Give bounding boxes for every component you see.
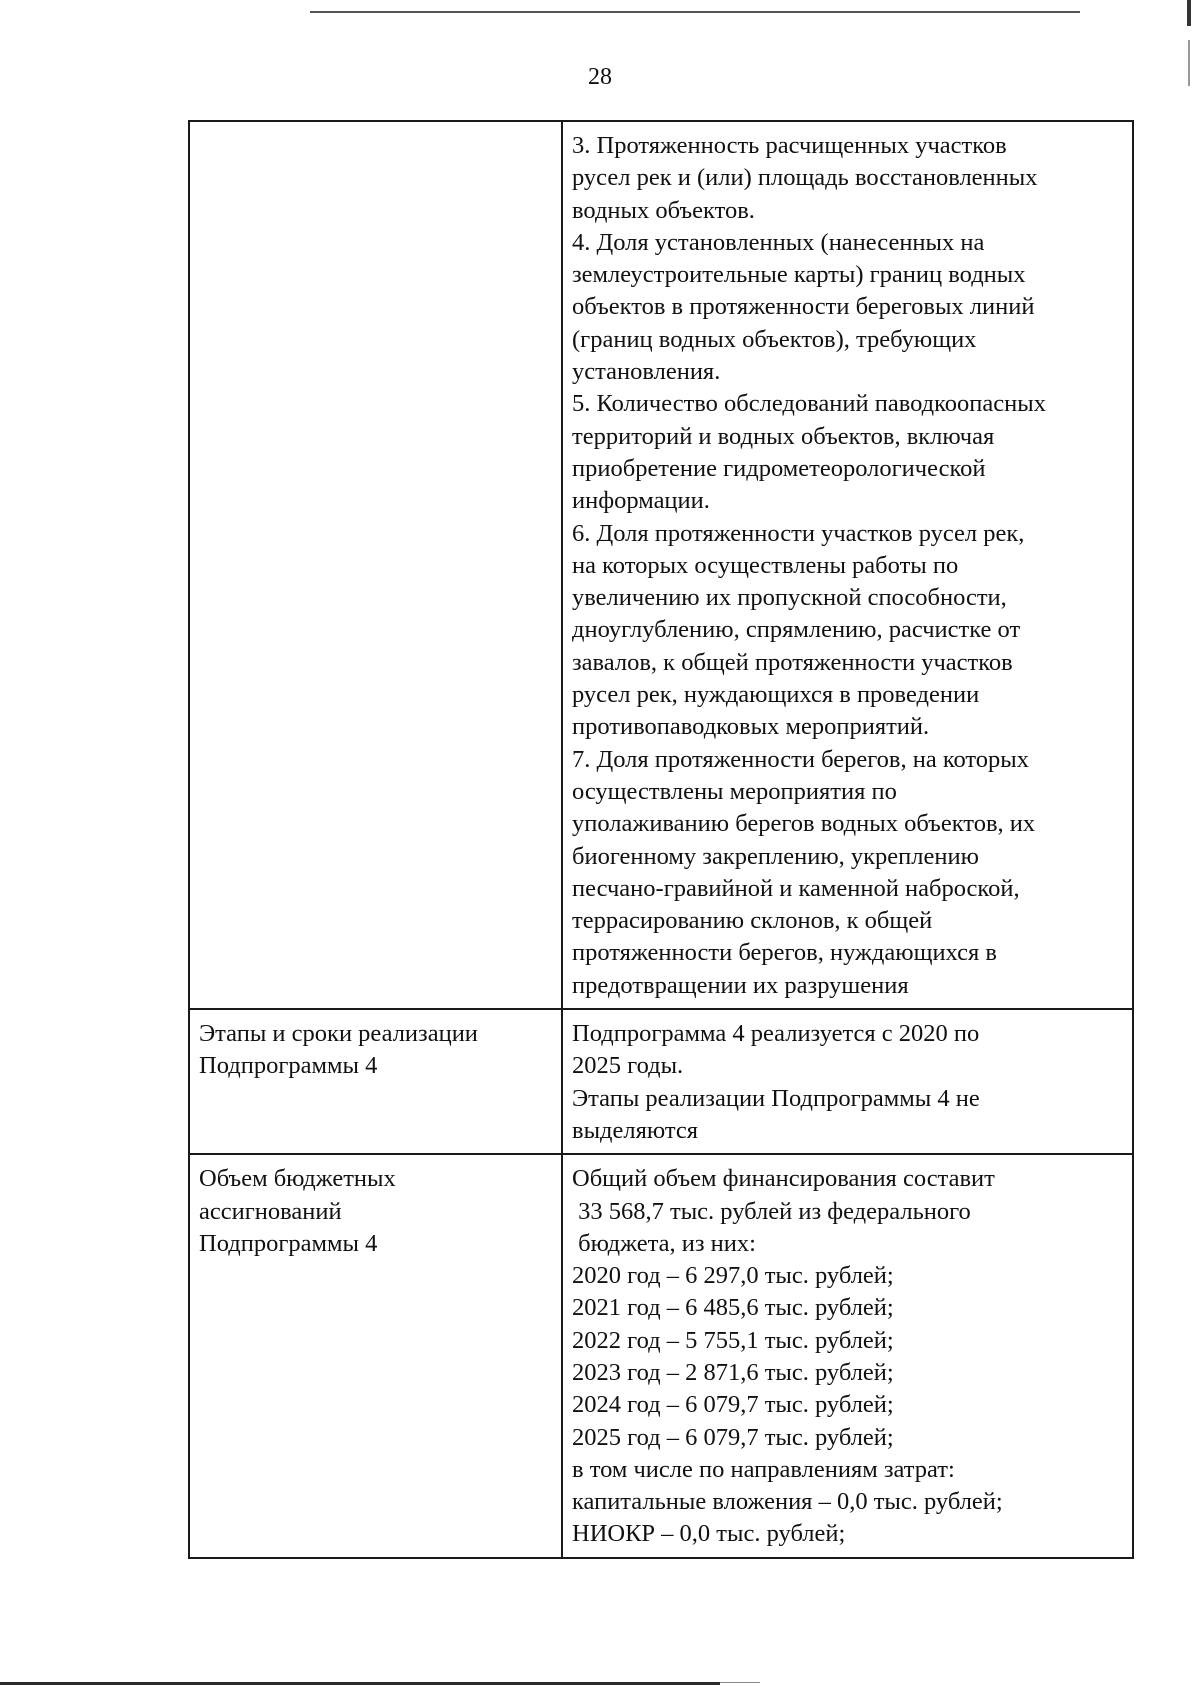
- text-line: 2021 год – 6 485,6 тыс. рублей;: [572, 1294, 894, 1322]
- table-row: [189, 1009, 1133, 1154]
- text-line: завалов, к общей протяженности участков: [572, 648, 1013, 676]
- text-line: капитальные вложения – 0,0 тыс. рублей;: [572, 1488, 1003, 1516]
- text-line: Этапы реализации Подпрограммы 4 не: [572, 1084, 980, 1112]
- text-line: Подпрограмма 4 реализуется с 2020 по: [572, 1020, 980, 1048]
- scan-edge-top: [310, 11, 1080, 13]
- text-line: 5. Количество обследований паводкоопасных: [572, 390, 1046, 418]
- text-line: 3. Протяженность расчищенных участков: [572, 132, 1007, 159]
- text-line: объектов в протяженности береговых линий: [572, 293, 1035, 321]
- label-line: Подпрограммы 4: [199, 1052, 378, 1080]
- row-content-cell: [562, 1154, 1133, 1558]
- text-line: 2023 год – 2 871,6 тыс. рублей;: [572, 1358, 894, 1386]
- text-line: 2025 год – 6 079,7 тыс. рублей;: [572, 1423, 894, 1451]
- row-label-cell: [189, 1154, 562, 1558]
- text-line: увеличению их пропускной способности,: [572, 584, 1007, 612]
- text-line: 4. Доля установленных (нанесенных на: [572, 228, 985, 256]
- text-line: осуществлены мероприятия по: [572, 777, 897, 805]
- scan-edge-right: [1187, 0, 1191, 26]
- row-label-cell: [189, 1009, 562, 1154]
- text-line: информации.: [572, 487, 710, 515]
- row-label-cell: [189, 121, 562, 1009]
- text-line: 7. Доля протяженности берегов, на которых: [572, 745, 1030, 773]
- text-line: землеустроительные карты) границ водных: [572, 261, 1026, 289]
- text-line: уполаживанию берегов водных объектов, их: [572, 810, 1036, 838]
- text-line: территорий и водных объектов, включая: [572, 422, 995, 450]
- label-line: ассигнований: [199, 1197, 342, 1225]
- text-line: НИОКР – 0,0 тыс. рублей;: [572, 1520, 846, 1548]
- label-line: Объем бюджетных: [199, 1165, 396, 1193]
- text-line: предотвращении их разрушения: [572, 971, 909, 999]
- text-line: (границ водных объектов), требующих: [572, 325, 977, 353]
- scan-edge-bottom-faint: [720, 1682, 760, 1683]
- table-row: [189, 1154, 1133, 1558]
- text-line: русел рек и (или) площадь восстановленных: [572, 164, 1038, 192]
- text-line: 2022 год – 5 755,1 тыс. рублей;: [572, 1326, 894, 1354]
- label-line: Этапы и сроки реализации: [199, 1020, 478, 1048]
- text-line: бюджета, из них:: [572, 1229, 756, 1257]
- text-line: приобретение гидрометеорологической: [572, 454, 986, 482]
- text-line: водных объектов.: [572, 196, 755, 224]
- label-line: Подпрограммы 4: [199, 1229, 378, 1257]
- text-line: выделяются: [572, 1116, 698, 1144]
- table-row: [189, 121, 1133, 1009]
- text-line: 33 568,7 тыс. рублей из федерального: [572, 1197, 971, 1225]
- text-line: 6. Доля протяженности участков русел рек,: [572, 519, 1025, 547]
- text-line: песчано-гравийной и каменной наброской,: [572, 874, 1020, 902]
- text-line: установления.: [572, 358, 721, 386]
- text-line: русел рек, нуждающихся в проведении: [572, 681, 980, 709]
- text-line: 2020 год – 6 297,0 тыс. рублей;: [572, 1262, 894, 1290]
- page-number: 28: [588, 64, 612, 90]
- text-line: дноуглублению, спрямлению, расчистке от: [572, 616, 1021, 644]
- text-line: биогенному закреплению, укреплению: [572, 842, 979, 870]
- row-content-cell: [562, 121, 1133, 1009]
- row-content-cell: [562, 1009, 1133, 1154]
- subprogram-passport-table: [188, 120, 1134, 1559]
- text-line: Общий объем финансирования составит: [572, 1165, 995, 1193]
- text-line: протяженности берегов, нуждающихся в: [572, 939, 997, 967]
- text-line: террасированию склонов, к общей: [572, 907, 933, 935]
- text-line: в том числе по направлениям затрат:: [572, 1455, 955, 1483]
- text-line: противопаводковых мероприятий.: [572, 713, 930, 741]
- text-line: 2025 годы.: [572, 1052, 684, 1080]
- text-line: на которых осуществлены работы по: [572, 551, 959, 579]
- text-line: 2024 год – 6 079,7 тыс. рублей;: [572, 1391, 894, 1419]
- scan-edge-bottom: [0, 1682, 720, 1685]
